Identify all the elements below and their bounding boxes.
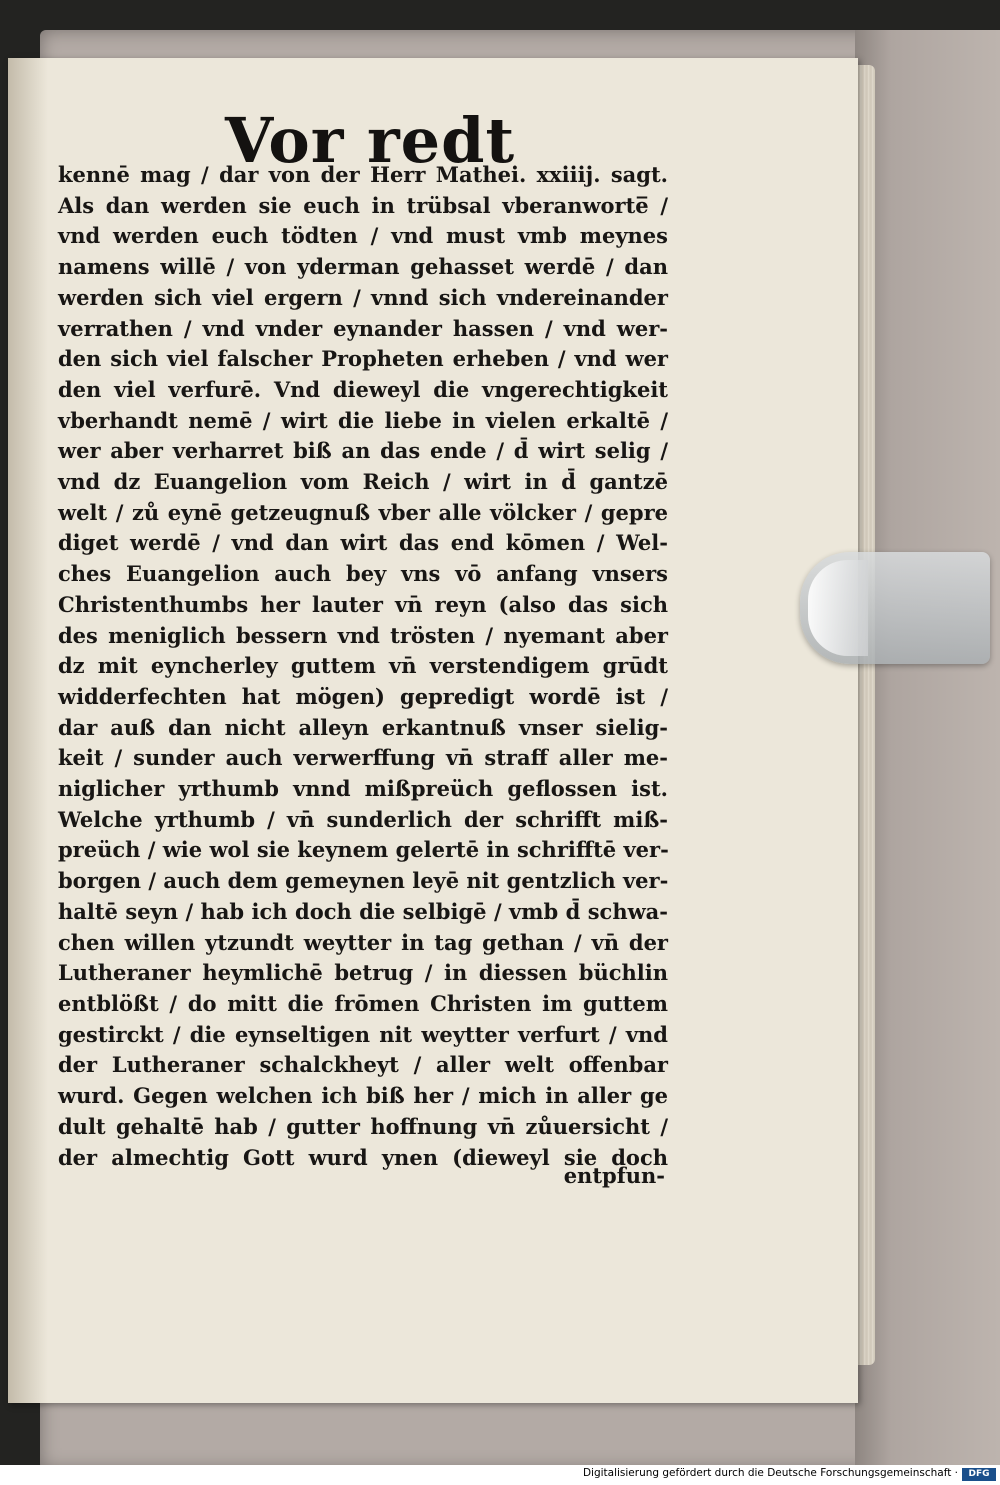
plastic-clip-tab [808, 560, 868, 656]
text-line: gestirckt / die eynseltigen nit weytter verfurt / vnd [58, 1021, 668, 1047]
text-line: namens willē / von yderman gehasset werdē / dan [58, 254, 668, 280]
text-line: chen willen ytzundt weytter in tag gethan / vn̄ der [58, 929, 668, 955]
footer-bar [0, 1465, 1000, 1485]
text-line: ches Euangelion auch bey vns vō anfang vnsers [58, 561, 668, 587]
text-line: verrathen / vnd vnder eynander hassen / vnd wer- [58, 315, 668, 341]
catchword: entpfun- [563, 1163, 665, 1188]
text-line: welt / zů eynē getzeugnuß vber alle völcker / gepre [58, 499, 668, 525]
text-line: den sich viel falscher Propheten erheben / vnd wer [58, 346, 668, 372]
text-line: Welche yrthumb / vn̄ sunderlich der schrifft miß- [58, 806, 668, 832]
text-line: haltē seyn / hab ich doch die selbigē / vmb d̄ schwa- [58, 898, 668, 924]
text-line: dar auß dan nicht alleyn erkantnuß vnser sielig- [58, 714, 668, 740]
page-gutter [8, 58, 48, 1403]
cover-fold [855, 30, 1000, 1470]
text-line: wurd. Gegen welchen ich biß her / mich in aller ge [58, 1083, 668, 1109]
text-line: dult gehaltē hab / gutter hoffnung vn̄ zůuersicht / [58, 1113, 668, 1139]
text-line: vnd werden euch tödten / vnd must vmb meynes [58, 223, 668, 249]
text-line: vnd dz Euangelion vom Reich / wirt in d̄ gantzē [58, 469, 668, 495]
text-line: vberhandt nemē / wirt die liebe in vielen erkaltē / [58, 407, 668, 433]
text-line: keit / sunder auch verwerffung vn̄ straff aller me- [58, 745, 668, 771]
text-line: Christenthumbs her lauter vn̄ reyn (also das sich [58, 591, 668, 617]
text-line: niglicher yrthumb vnnd mißpreüch geflossen ist. [58, 776, 668, 802]
text-line: dz mit eyncherley guttem vn̄ verstendigem grūdt [58, 653, 668, 679]
text-line: Als dan werden sie euch in trübsal vberanworte̅ / [58, 192, 668, 218]
text-line: diget werdē / vnd dan wirt das end kōmen / Wel- [58, 530, 668, 556]
footer-credit: Digitalisierung gefördert durch die Deutsche Forschungsgemeinschaft · [582, 1467, 958, 1479]
text-line: den viel verfurē. Vnd dieweyl die vngerechtigkeit [58, 376, 668, 402]
text-line: borgen / auch dem gemeynen leyē nit gentzlich ver- [58, 868, 669, 894]
text-line: Lutheraner heymlichē betrug / in diessen büchlin [58, 960, 668, 986]
body-text [58, 160, 668, 1173]
text-line: der Lutheraner schalckheyt / aller welt offenbar [58, 1052, 668, 1078]
text-line: werden sich viel ergern / vnnd sich vndereinander [58, 284, 668, 310]
text-line: entblößt / do mitt die frōmen Christen im guttem [58, 990, 668, 1016]
text-line: kennē mag / dar von der Herr Mathei. xxiiij. sagt. [58, 162, 668, 187]
page-heading: Vor redt [225, 104, 516, 177]
text-line: preüch / wie wol sie keynem gelertē in schrifftē ver- [58, 837, 669, 863]
text-line: wer aber verharret biß an das ende / d̄ wirt selig / [58, 438, 668, 464]
text-line: widderfechten hat mögen) gepredigt wordē ist / [58, 683, 668, 709]
text-line: der almechtig Gott wurd ynen (dieweyl sie doch [58, 1144, 668, 1170]
dfg-logo: DFG [962, 1468, 996, 1481]
text-line: des meniglich bessern vnd trösten / nyemant aber [58, 622, 668, 648]
